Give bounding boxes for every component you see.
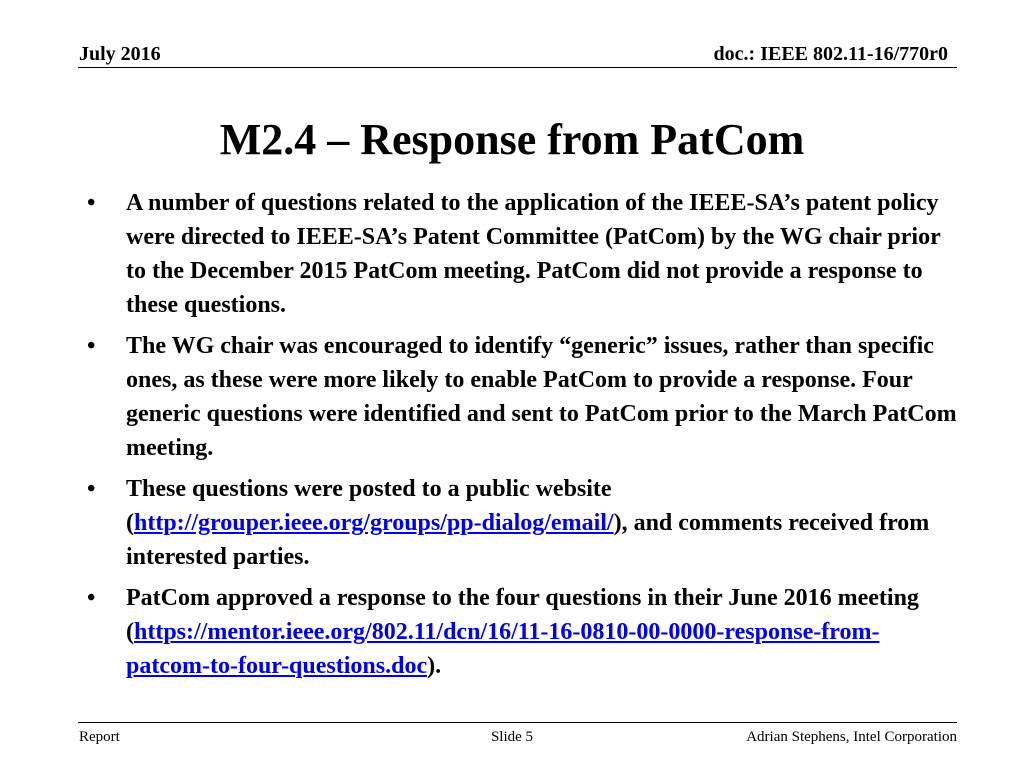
footer-author: Adrian Stephens, Intel Corporation [746, 729, 957, 745]
bullet-text: A number of questions related to the application of the IEEE-SA’s patent policy were directed to IEEE-SA’s Patent Committee (PatCom) by the WG chair prior to the December 2015 PatCom meeting. PatCom did not provide a response to these questions. [126, 190, 941, 318]
header-doc-id: doc.: IEEE 802.11-16/770r0 [713, 43, 948, 65]
slide-title: M2.4 – Response from PatCom [219, 115, 805, 164]
bullet-text-after: ), and comments received from interested parties. [126, 510, 930, 570]
bullet-text-after: ). [427, 653, 442, 679]
footer-divider [78, 722, 957, 723]
bullet-text-before: These questions were posted to a public website ( [126, 476, 612, 536]
header-divider [78, 67, 957, 68]
bullet-text-before: PatCom approved a response to the four questions in their June 2016 meeting ( [126, 585, 919, 645]
bullet-marker: • [87, 585, 96, 611]
pp-dialog-link[interactable]: http://grouper.ieee.org/groups/pp-dialog/email/ [134, 510, 614, 536]
bullet-marker: • [87, 190, 96, 216]
bullet-item-3 [79, 472, 959, 574]
patcom-response-link[interactable]: https://mentor.ieee.org/802.11/dcn/16/11-16-0810-00-0000-response-from-patcom-to-four-questions.doc [126, 619, 880, 679]
bullet-list [79, 186, 959, 690]
bullet-item-4 [79, 581, 959, 683]
footer-slide-number: Slide 5 [490, 729, 534, 745]
bullet-item-1 [79, 186, 959, 322]
bullet-text: The WG chair was encouraged to identify “generic” issues, rather than specific ones, as these were more likely to enable PatCom to provide a response. Four generic questions were identified and sent to PatCom prior to the March PatCom meeting. [126, 333, 957, 461]
bullet-item-2 [79, 329, 959, 465]
header-date: July 2016 [79, 43, 161, 65]
bullet-marker: • [87, 476, 96, 502]
bullet-marker: • [87, 333, 96, 359]
footer-report: Report [79, 729, 120, 745]
